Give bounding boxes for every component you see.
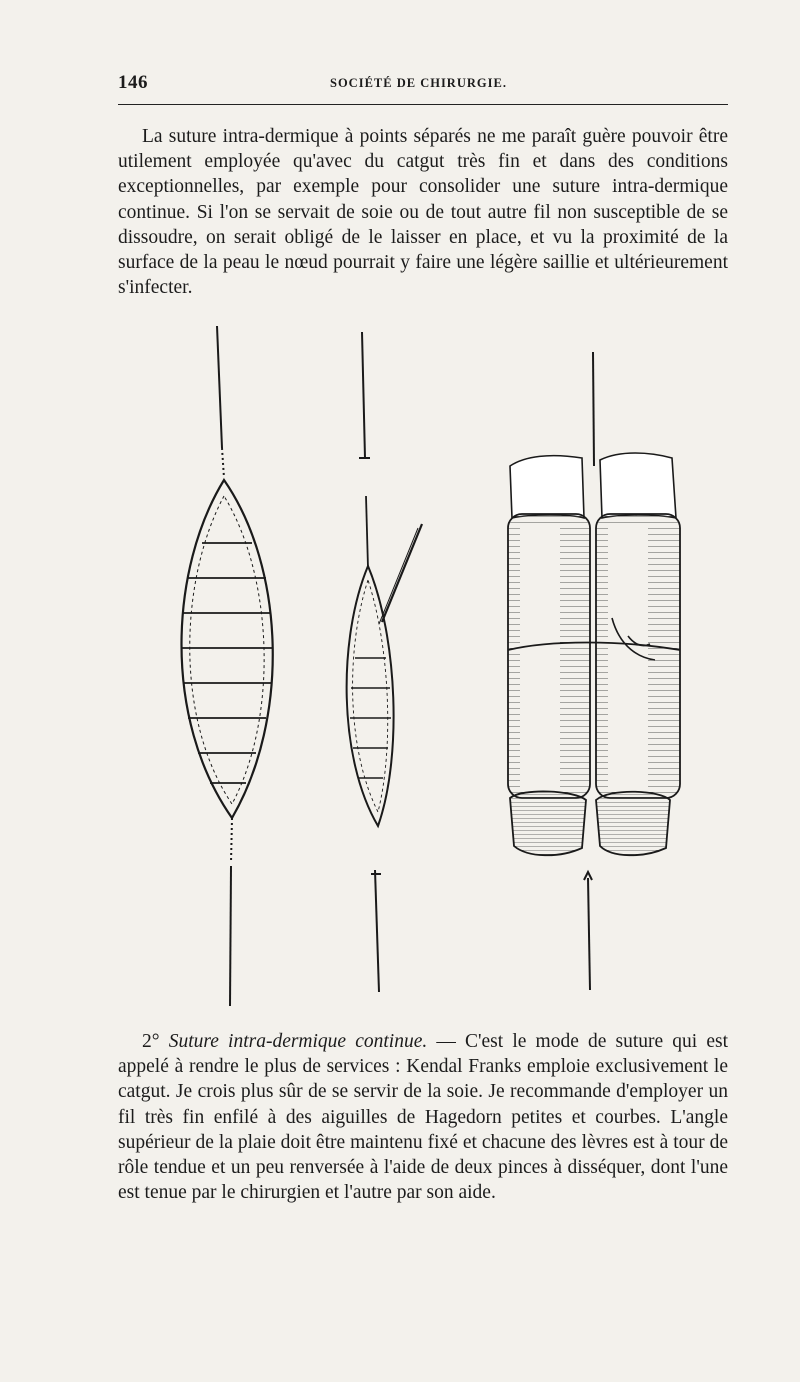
section-number: 2° — [142, 1031, 160, 1052]
section-title: Suture intra-dermique continue. — [168, 1031, 428, 1052]
header-rule — [118, 104, 728, 105]
figure-panel-open-wound — [182, 326, 273, 1006]
running-head: SOCIÉTÉ DE CHIRURGIE. — [330, 76, 507, 90]
figure-panel-closing-wound — [347, 332, 422, 992]
page-number: 146 — [118, 72, 148, 93]
suture-figure — [150, 318, 700, 1018]
page-header — [118, 72, 728, 98]
figure-panel-tied-edges — [508, 352, 680, 990]
paragraph-1: La suture intra-dermique à points séparés ne me paraît guère pouvoir être utilement employée qu'avec du catgut très fin et dans des conditions exceptionnelles, par exemple pour consolider une suture intra-dermique continue. Si l'on se servait de soie ou de tout autre fil non susceptible de se dissoudre, on serait obligé de le laisser en place, et vu la proximité de la surface de la peau le nœud pourrait y faire une légère saillie et ultérieurement s'infecter. — [118, 126, 728, 299]
paragraph-2-text: — C'est le mode de suture qui est appelé à rendre le plus de services : Kendal Franks emploie exclusivement le catgut. Je crois plus sûr de se servir de la soie. Je recommande d'employer un fil très fin enfilé à des aiguilles de Hagedorn petites et courbes. L'angle supérieur de la plaie doit être maintenu fixé et chacune des lèvres est à tour de rôle tendue et un peu renversée à l'aide de deux pinces à disséquer, dont l'une est tenue par le chirurgien et l'autre par son aide. — [118, 1031, 729, 1204]
paragraph-2 — [118, 1029, 728, 1205]
